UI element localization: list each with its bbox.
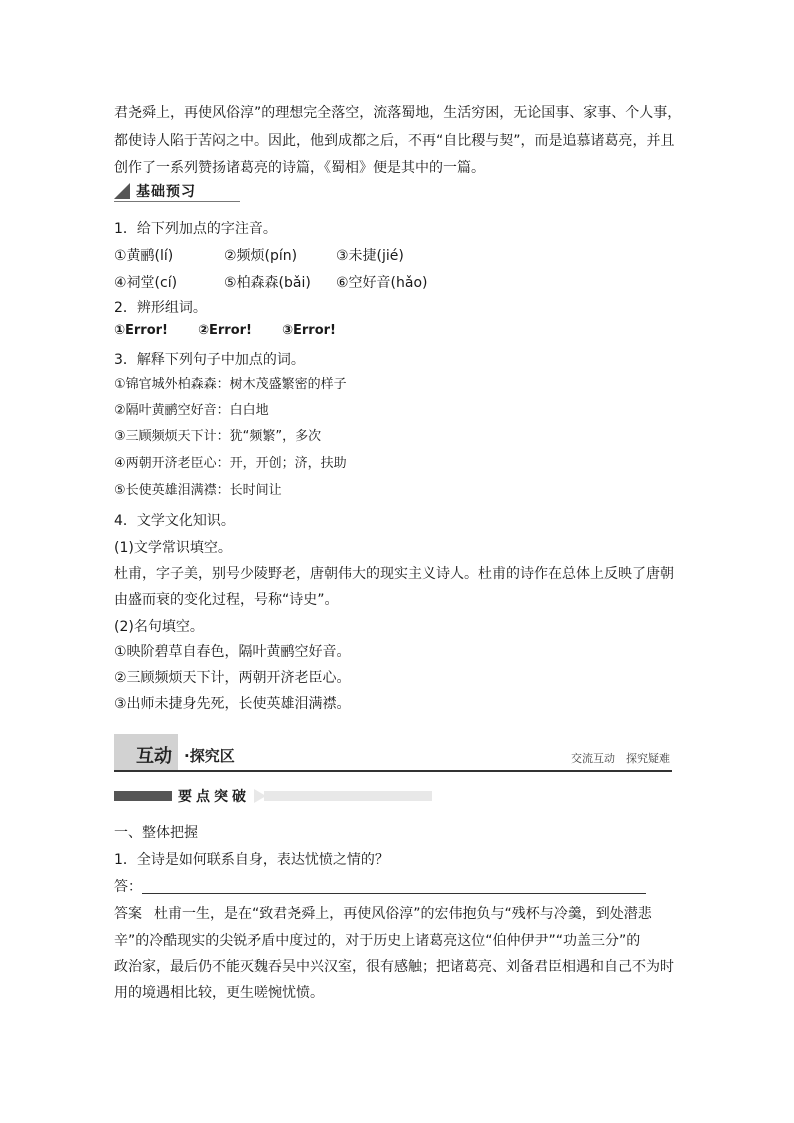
- banner-subtitle: ·探究区: [184, 747, 235, 765]
- keypoints-title: 要点突破: [178, 789, 250, 805]
- intro-line-1: 君尧舜上，再使风俗淳”的理想完全落空，流落蜀地，生活穷困，无论国事、家事、个人事，: [114, 105, 682, 121]
- error-item: ②Error!: [198, 323, 252, 338]
- keypoints-question: 1．全诗是如何联系自身，表达忧愤之情的？: [114, 852, 389, 868]
- section-underline: [114, 201, 240, 202]
- literature-text-2: 由盛而衰的变化过程，号称“诗史”。: [114, 592, 339, 608]
- question-3-title: 3．解释下列句子中加点的词。: [114, 352, 305, 368]
- famous-line: ②三顾频烦天下计，两朝开济老臣心。: [114, 670, 351, 686]
- explain-item: ③三顾频烦天下计：犹“频繁”，多次: [114, 429, 322, 444]
- sub-question-1: (1)文学常识填空。: [114, 540, 232, 556]
- banner-title: 互动: [136, 746, 172, 767]
- pinyin-item: ③未捷(jié): [336, 248, 404, 264]
- intro-line-3: 创作了一系列赞扬诸葛亮的诗篇，《蜀相》便是其中的一篇。: [114, 160, 485, 176]
- section-title: 基础预习: [136, 184, 196, 200]
- pinyin-item: ⑥空好音(hǎo): [336, 275, 428, 291]
- explain-item: ④两朝开济老臣心：开，开创；济，扶助: [114, 456, 347, 471]
- banner-rule: [114, 770, 672, 772]
- famous-line: ①映阶碧草自春色，隔叶黄鹂空好音。: [114, 644, 351, 660]
- section-banner-interactive: [114, 734, 672, 772]
- header-bar-dark: [114, 791, 172, 801]
- explain-item: ②隔叶黄鹂空好音：白白地: [114, 403, 269, 418]
- explain-item: ①锦官城外柏森森：树木茂盛繁密的样子: [114, 377, 347, 392]
- banner-tagline: 交流互动 探究疑难: [571, 752, 670, 765]
- answer-prefix: 答：: [114, 879, 142, 895]
- answer-line: 用的境遇相比较，更生嗟惋忧愤。: [114, 985, 324, 1001]
- answer-label: 答案: [114, 906, 142, 922]
- pinyin-item: ⑤柏森森(bǎi): [224, 275, 311, 291]
- keypoints-section: 一、整体把握: [114, 825, 198, 841]
- pinyin-item: ④祠堂(cí): [114, 275, 178, 291]
- explain-item: ⑤长使英雄泪满襟：长时间让: [114, 483, 282, 498]
- error-item: ③Error!: [282, 323, 336, 338]
- answer-line: 杜甫一生，是在“致君尧舜上，再使风俗淳”的宏伟抱负与“残杯与冷羹，到处潜悲: [154, 906, 652, 922]
- famous-line: ③出师未捷身先死，长使英雄泪满襟。: [114, 696, 351, 712]
- question-4-title: 4．文学文化知识。: [114, 513, 235, 529]
- pinyin-item: ①黄鹂(lí): [114, 248, 174, 264]
- keypoints-header: [114, 789, 432, 803]
- answer-blank-line: [142, 893, 646, 894]
- literature-text-1: 杜甫，字子美，别号少陵野老，唐朝伟大的现实主义诗人。杜甫的诗作在总体上反映了唐朝: [114, 566, 674, 582]
- answer-line: 辛”的冷酷现实的尖锐矛盾中度过的，对于历史上诸葛亮这位“伯仲伊尹”“功盖三分”的: [114, 933, 641, 949]
- intro-line-2: 都使诗人陷于苦闷之中。因此，他到成都之后，不再“自比稷与契”，而是追慕诸葛亮，并且: [114, 133, 675, 149]
- error-item: ①Error!: [114, 323, 168, 338]
- pinyin-item: ②频烦(pín): [224, 248, 298, 264]
- header-bar-light: [264, 791, 432, 801]
- question-1-title: 1．给下列加点的字注音。: [114, 221, 277, 237]
- arrow-icon: [254, 789, 266, 803]
- section-header-basic-preview: [114, 181, 240, 201]
- question-2-title: 2．辨形组词。: [114, 300, 207, 316]
- corner-triangle-icon: [114, 183, 130, 199]
- sub-question-2: (2)名句填空。: [114, 619, 204, 635]
- answer-line: 政治家，最后仍不能灭魏吞吴中兴汉室，很有感触；把诸葛亮、刘备君臣相遇和自己不为时: [114, 959, 674, 975]
